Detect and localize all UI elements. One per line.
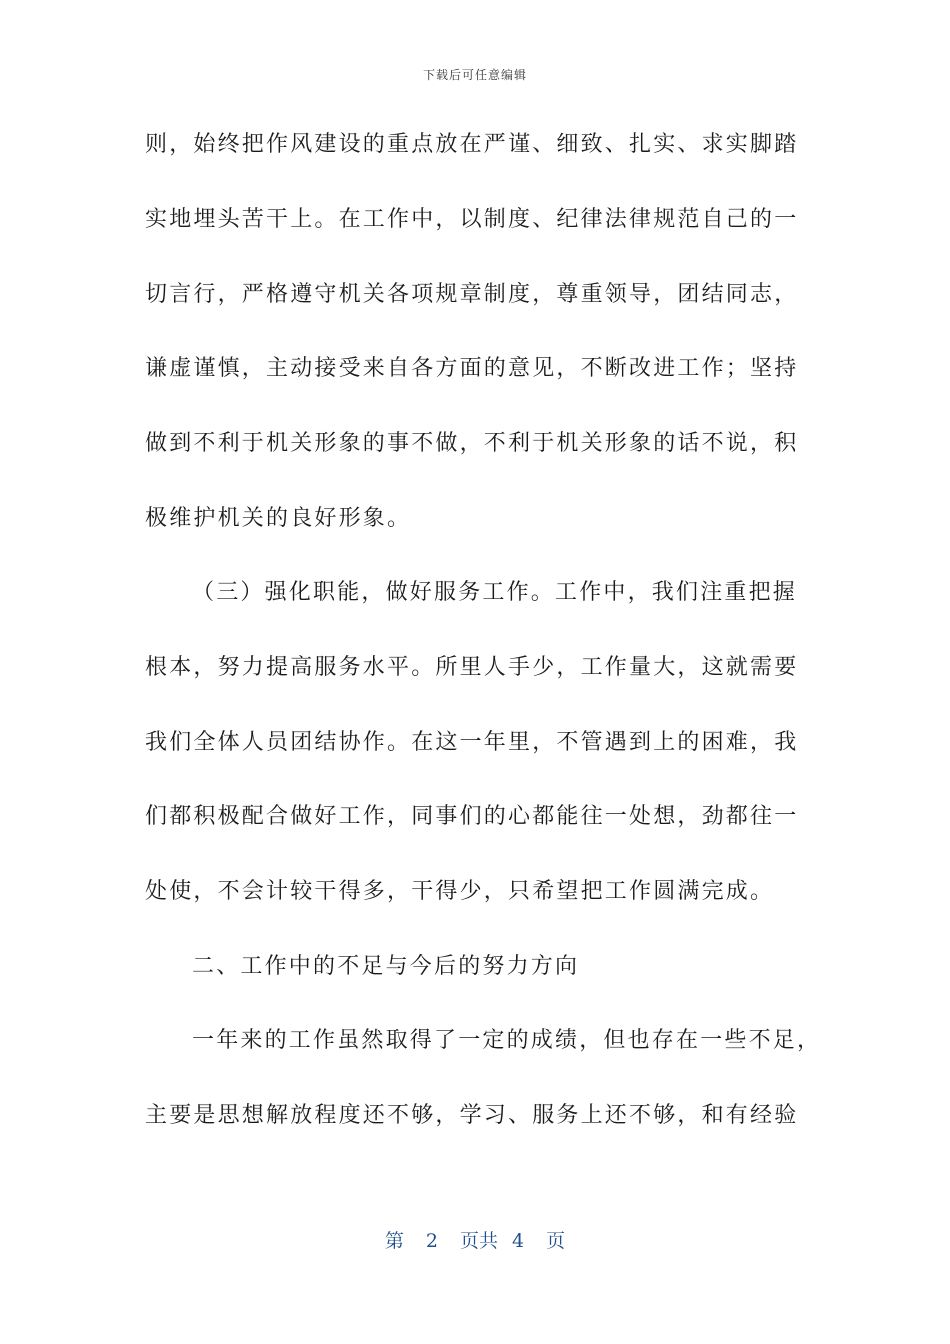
body-line-9: 我们全体人员团结协作。在这一年里，不管遇到上的困难，我: [145, 730, 799, 755]
body-line-1: 则，始终把作风建设的重点放在严谨、细致、扎实、求实脚踏: [145, 132, 799, 157]
footer-page-number: 2: [425, 1230, 438, 1252]
body-line-13: 一年来的工作虽然取得了一定的成绩，但也存在一些不足，: [192, 1028, 822, 1053]
page-header: 下载后可任意编辑: [422, 68, 527, 82]
footer-middle: 页共: [459, 1230, 498, 1252]
footer-prefix: 第: [384, 1230, 404, 1252]
section-heading: 二、工作中的不足与今后的努力方向: [192, 954, 580, 979]
body-line-7: （三）强化职能，做好服务工作。工作中，我们注重把握: [192, 580, 798, 605]
footer-suffix: 页: [546, 1230, 566, 1252]
footer-total-pages: 4: [512, 1230, 525, 1252]
body-line-3: 切言行，严格遵守机关各项规章制度，尊重领导，团结同志，: [145, 282, 799, 307]
body-line-6: 极维护机关的良好形象。: [145, 506, 412, 531]
body-line-14: 主要是思想解放程度还不够，学习、服务上还不够，和有经验: [145, 1103, 799, 1128]
body-line-5: 做到不利于机关形象的事不做，不利于机关形象的话不说，积: [145, 431, 799, 456]
page-footer: [0, 1226, 950, 1253]
body-line-2: 实地埋头苦干上。在工作中，以制度、纪律法律规范自己的一: [145, 207, 799, 232]
body-line-4: 谦虚谨慎，主动接受来自各方面的意见，不断改进工作；坚持: [145, 356, 799, 381]
body-line-11: 处使，不会计较干得多，干得少，只希望把工作圆满完成。: [145, 879, 775, 904]
body-line-8: 根本，努力提高服务水平。所里人手少，工作量大，这就需要: [145, 655, 799, 680]
body-line-10: 们都积极配合做好工作，同事们的心都能往一处想，劲都往一: [145, 804, 799, 829]
